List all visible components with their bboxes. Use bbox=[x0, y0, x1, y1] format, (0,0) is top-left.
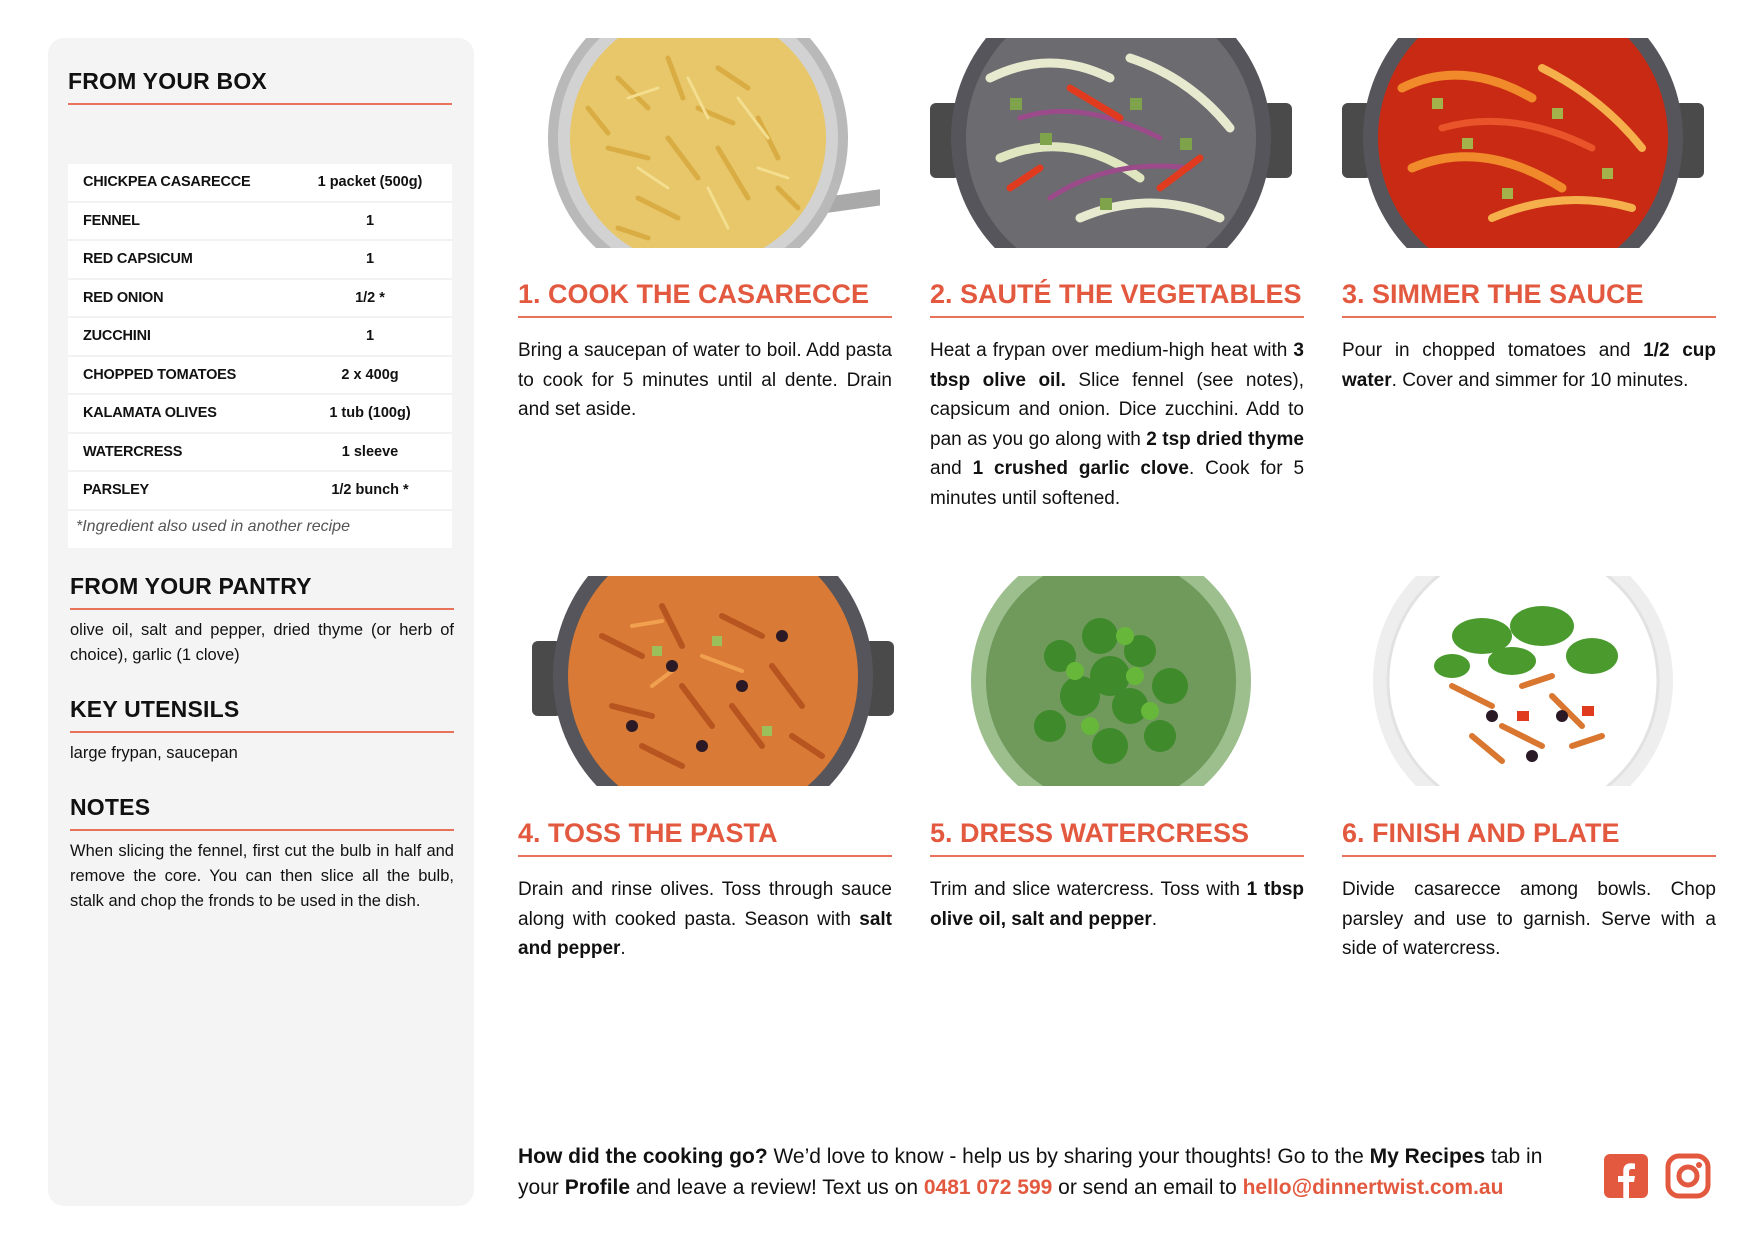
table-row bbox=[68, 395, 452, 434]
table-row bbox=[68, 164, 452, 203]
utensils-text: large frypan, saucepan bbox=[70, 744, 238, 762]
ingredient-qty: 2 x 400g bbox=[341, 366, 399, 383]
footer-text-segment: and leave a review! Text us on bbox=[630, 1176, 924, 1199]
notes-text: When slicing the fennel, first cut the bulb in half and remove the core. You can then slice all the bulb, stalk and chop the fronds to be used in the dish. bbox=[70, 842, 454, 910]
step-2-photo bbox=[930, 38, 1292, 248]
step-5-title: 5. DRESS WATERCRESS bbox=[930, 818, 1304, 857]
ingredients-table bbox=[68, 164, 452, 548]
table-row bbox=[68, 318, 452, 357]
ingredient-qty: 1 sleeve bbox=[341, 443, 399, 460]
facebook-icon[interactable] bbox=[1602, 1152, 1650, 1200]
step-text-segment: Slice fennel (see notes), capsicum and onion. Dice zucchini. Add to pan as you go along with bbox=[930, 369, 1304, 450]
pantry-text: olive oil, salt and pepper, dried thyme (or herb of choice), garlic (1 clove) bbox=[70, 621, 454, 664]
ingredient-name: RED ONION bbox=[83, 289, 164, 306]
step-text-segment: Bring a saucepan of water to boil. Add pasta to cook for 5 minutes until al dente. Drain and set aside. bbox=[518, 340, 892, 420]
footer-text-segment: How did the cooking go? bbox=[518, 1145, 768, 1168]
step-4-photo bbox=[532, 576, 894, 786]
step-5-photo bbox=[930, 576, 1292, 786]
notes-heading: NOTES bbox=[70, 794, 454, 831]
footer-text-segment: My Recipes bbox=[1369, 1145, 1486, 1168]
plated-dish-image bbox=[1342, 576, 1704, 786]
ingredients-sidebar bbox=[48, 38, 474, 1206]
step-text-segment: . Cover and simmer for 10 minutes. bbox=[1391, 369, 1689, 391]
step-text-segment: 2 tsp dried thyme bbox=[1146, 428, 1304, 450]
dressed-watercress-image bbox=[930, 576, 1292, 786]
ingredient-qty: 1 bbox=[365, 212, 375, 229]
tossed-pasta-image bbox=[532, 576, 894, 786]
footer-text-segment: We’d love to know - help us by sharing your thoughts! Go to the bbox=[767, 1145, 1370, 1168]
step-text-segment: 3 tbsp olive oil. bbox=[930, 340, 1304, 391]
step-text-segment: and bbox=[930, 458, 973, 479]
step-5-text bbox=[930, 875, 1304, 934]
step-text-segment: 1 crushed garlic clove bbox=[972, 458, 1189, 479]
step-text-segment: . bbox=[620, 938, 626, 959]
step-text-segment: Drain and rinse olives. Toss through sauce along with cooked pasta. Season with bbox=[518, 879, 892, 930]
ingredient-name: WATERCRESS bbox=[83, 443, 183, 460]
key-utensils-heading: KEY UTENSILS bbox=[70, 696, 454, 733]
step-3-photo bbox=[1342, 38, 1704, 248]
from-your-pantry-heading: FROM YOUR PANTRY bbox=[70, 573, 454, 610]
table-row bbox=[68, 241, 452, 280]
step-6-title: 6. FINISH AND PLATE bbox=[1342, 818, 1716, 857]
step-6-photo bbox=[1342, 576, 1704, 786]
step-2-title: 2. SAUTÉ THE VEGETABLES bbox=[930, 279, 1304, 318]
table-row bbox=[68, 472, 452, 511]
step-text-segment: Trim and slice watercress. Toss with bbox=[930, 879, 1247, 900]
step-4-title: 4. TOSS THE PASTA bbox=[518, 818, 892, 857]
footer-text-segment: tab in your bbox=[518, 1145, 1543, 1199]
ingredient-qty: 1 bbox=[365, 251, 375, 268]
ingredient-footnote: *Ingredient also used in another recipe bbox=[76, 518, 350, 535]
step-text-segment: Pour in chopped tomatoes and bbox=[1342, 340, 1644, 361]
step-text-segment: 1/2 cup water bbox=[1342, 340, 1716, 391]
step-text-segment: Divide casarecce among bowls. Chop parsley and use to garnish. Serve with a side of watercress. bbox=[1342, 879, 1716, 959]
step-text-segment: . bbox=[1151, 908, 1158, 930]
step-2-text bbox=[930, 336, 1304, 513]
ingredient-qty: 1 bbox=[365, 328, 375, 345]
step-3-text bbox=[1342, 336, 1716, 395]
step-text-segment: salt and pepper bbox=[518, 908, 892, 959]
footer-text-segment: Profile bbox=[564, 1176, 631, 1199]
step-text-segment: . Cook for 5 minutes until softened. bbox=[930, 458, 1305, 509]
feedback-footer bbox=[518, 1141, 1578, 1203]
step-text-segment: 1 tbsp olive oil, salt and pepper bbox=[930, 879, 1304, 930]
simmering-sauce-image bbox=[1342, 38, 1704, 248]
sauteed-vegetables-image bbox=[930, 38, 1292, 248]
step-4-text bbox=[518, 875, 892, 964]
contact-link[interactable]: 0481 072 599 bbox=[923, 1176, 1053, 1199]
instagram-icon[interactable] bbox=[1664, 1152, 1712, 1200]
contact-link[interactable]: hello@dinnertwist.com.au bbox=[1242, 1176, 1504, 1199]
ingredient-name: RED CAPSICUM bbox=[83, 251, 193, 268]
from-your-box-heading: FROM YOUR BOX bbox=[68, 68, 452, 105]
step-text-segment: Heat a frypan over medium-high heat with bbox=[930, 340, 1294, 361]
ingredient-name: PARSLEY bbox=[83, 482, 150, 499]
ingredient-qty: 1 packet (500g) bbox=[317, 174, 423, 191]
ingredient-name: FENNEL bbox=[83, 212, 140, 229]
table-row bbox=[68, 434, 452, 473]
pasta-saucepan-image bbox=[518, 38, 880, 248]
table-row bbox=[68, 280, 452, 319]
ingredient-name: CHOPPED TOMATOES bbox=[83, 366, 237, 383]
ingredient-qty: 1/2 bunch * bbox=[331, 482, 409, 499]
step-1-title: 1. COOK THE CASARECCE bbox=[518, 279, 892, 318]
table-row bbox=[68, 357, 452, 396]
ingredient-qty: 1/2 * bbox=[355, 289, 385, 306]
step-6-text bbox=[1342, 875, 1716, 964]
step-1-text bbox=[518, 336, 892, 425]
ingredient-name: ZUCCHINI bbox=[83, 328, 151, 345]
ingredient-qty: 1 tub (100g) bbox=[329, 405, 411, 422]
ingredient-name: CHICKPEA CASARECCE bbox=[83, 174, 251, 191]
step-1-photo bbox=[518, 38, 880, 248]
table-row bbox=[68, 203, 452, 242]
ingredient-name: KALAMATA OLIVES bbox=[83, 405, 217, 422]
footer-text-segment: or send an email to bbox=[1052, 1176, 1243, 1199]
step-3-title: 3. SIMMER THE SAUCE bbox=[1342, 279, 1716, 318]
